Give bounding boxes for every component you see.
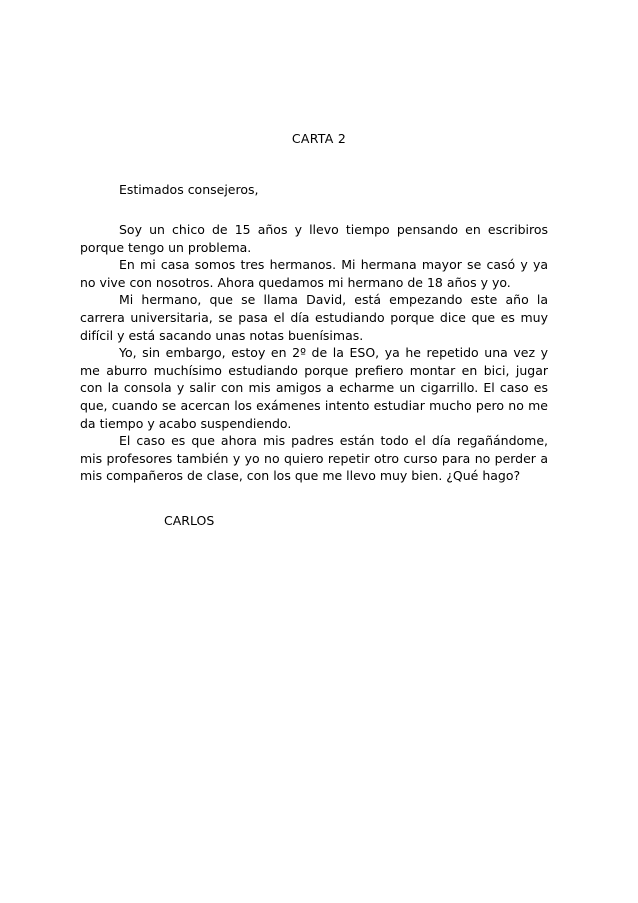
letter-greeting: Estimados consejeros, [119,182,259,197]
letter-paragraph: Mi hermano, que se llama David, está empezando este año la carrera universitaria, se pasa el día estudiando porque dice que es muy difícil y está sacando unas notas buenísimas. [80,292,548,343]
letter-paragraph: En mi casa somos tres hermanos. Mi hermana mayor se casó y ya no vive con nosotros. Ahora quedamos mi hermano de 18 años y yo. [80,257,548,290]
letter-paragraph: Soy un chico de 15 años y llevo tiempo pensando en escribiros porque tengo un problema. [80,222,548,255]
letter-signature: CARLOS [164,513,215,528]
letter-paragraph: Yo, sin embargo, estoy en 2º de la ESO, ya he repetido una vez y me aburro muchísimo estudiando porque prefiero montar en bici, jugar con la consola y salir con mis amigos a echarme un cigarrillo. El caso es que, cuando se acercan los exámenes intento estudiar mucho pero no me da tiempo y acabo suspendiendo. [80,345,548,431]
letter-paragraph: El caso es que ahora mis padres están todo el día regañándome, mis profesores también y yo no quiero repetir otro curso para no perder a mis compañeros de clase, con los que me llevo muy bien. ¿Qué hago? [80,433,548,484]
letter-body [80,221,548,485]
letter-title: CARTA 2 [291,131,347,146]
